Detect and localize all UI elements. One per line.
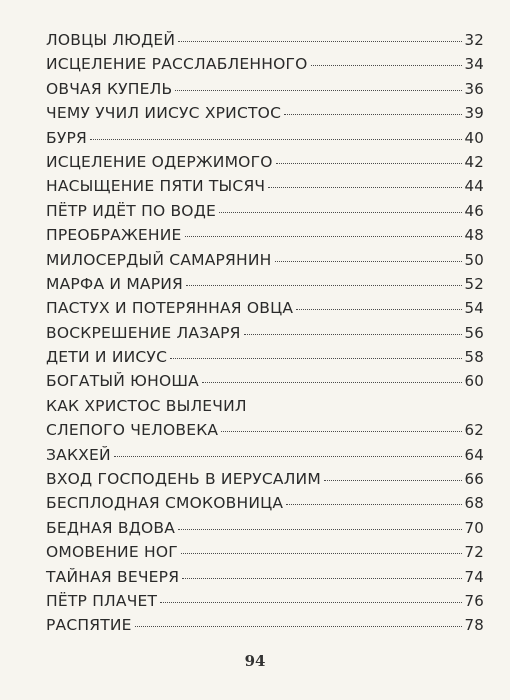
toc-entry-title-line1: КАК ХРИСТОС ВЫЛЕЧИЛ (46, 396, 247, 415)
toc-entry[interactable] (46, 321, 484, 345)
dot-leader (186, 285, 461, 286)
dot-leader (90, 139, 462, 140)
toc-entry-title: БОГАТЫЙ ЮНОША (46, 372, 199, 391)
toc-entry[interactable] (46, 150, 484, 174)
toc-entry-page: 48 (464, 226, 484, 245)
toc-entry-title: ЛОВЦЫ ЛЮДЕЙ (46, 31, 176, 49)
toc-entry-title: ПРЕОБРАЖЕНИЕ (46, 226, 182, 245)
toc-entry[interactable] (46, 296, 484, 320)
toc-entry-title: ИСЦЕЛЕНИЕ ОДЕРЖИМОГО (46, 152, 273, 171)
toc-entry[interactable] (46, 248, 484, 272)
dot-leader (276, 163, 462, 164)
toc-entry[interactable] (46, 467, 484, 491)
toc-entry-title: ИСЦЕЛЕНИЕ РАССЛАБЛЕННОГО (46, 55, 308, 74)
toc-entry[interactable] (46, 565, 484, 589)
toc-entry-page: 42 (464, 152, 484, 171)
toc-entry[interactable] (46, 52, 484, 76)
toc-entry-page: 68 (464, 494, 484, 513)
dot-leader (175, 90, 461, 91)
toc-entry-title: БУРЯ (46, 128, 87, 147)
toc-entry-title: ВОСКРЕШЕНИЕ ЛАЗАРЯ (46, 323, 241, 342)
toc-entry-page: 60 (464, 372, 484, 391)
dot-leader (135, 626, 462, 627)
toc-entry-page: 39 (464, 104, 484, 123)
toc-entry-title: ДЕТИ И ИИСУС (46, 348, 168, 367)
dot-leader (268, 187, 461, 188)
dot-leader (185, 236, 462, 237)
toc-entry-page: 46 (464, 201, 484, 220)
toc-entry-page: 76 (464, 592, 484, 610)
toc-entry[interactable] (46, 199, 484, 223)
toc-entry-title: РАСПЯТИЕ (46, 616, 132, 635)
dot-leader (286, 504, 461, 505)
toc-entry[interactable] (46, 272, 484, 296)
toc-entry-page: 56 (464, 323, 484, 342)
dot-leader (219, 212, 461, 213)
toc-entry-page: 64 (464, 445, 484, 464)
dot-leader (114, 456, 462, 457)
toc-entry-page: 40 (464, 128, 484, 147)
dot-leader (178, 529, 461, 530)
dot-leader (181, 553, 462, 554)
toc-entry[interactable] (46, 77, 484, 101)
dot-leader (170, 358, 461, 359)
dot-leader (202, 382, 462, 383)
toc-entry[interactable] (46, 369, 484, 393)
toc-entry[interactable] (46, 174, 484, 198)
toc-entry-page: 50 (464, 250, 484, 269)
toc-entry-page: 34 (464, 55, 484, 74)
toc-entry[interactable] (46, 589, 484, 613)
toc-entry-page: 62 (464, 421, 484, 440)
dot-leader (284, 114, 461, 115)
toc-entry-title: БЕДНАЯ ВДОВА (46, 518, 176, 537)
toc-entry[interactable] (46, 223, 484, 247)
dot-leader (275, 261, 462, 262)
toc-entry-title: ЧЕМУ УЧИЛ ИИСУС ХРИСТОС (46, 104, 282, 123)
toc-entry-title: НАСЫЩЕНИЕ ПЯТИ ТЫСЯЧ (46, 177, 266, 196)
toc-entry[interactable] (46, 345, 484, 369)
toc-entry-page: 72 (464, 543, 484, 562)
table-of-contents (46, 28, 484, 638)
toc-entry[interactable] (46, 613, 484, 637)
toc-entry-title: ОВЧАЯ КУПЕЛЬ (46, 79, 173, 98)
toc-entry[interactable] (46, 443, 484, 467)
toc-entry[interactable] (46, 491, 484, 515)
toc-entry-title: ПЁТР ПЛАЧЕТ (46, 592, 158, 610)
dot-leader (178, 41, 461, 42)
toc-entry-page: 54 (464, 299, 484, 318)
toc-entry-title: ПЁТР ИДЁТ ПО ВОДЕ (46, 201, 217, 220)
toc-entry-title: ВХОД ГОСПОДЕНЬ В ИЕРУСАЛИМ (46, 470, 321, 489)
dot-leader (182, 578, 461, 579)
page-number: 94 (244, 652, 266, 670)
toc-entry-page: 52 (464, 274, 484, 293)
toc-entry-title: СЛЕПОГО ЧЕЛОВЕКА (46, 421, 219, 440)
toc-entry-title: МАРФА И МАРИЯ (46, 274, 184, 293)
toc-entry-title: ПАСТУХ И ПОТЕРЯННАЯ ОВЦА (46, 299, 294, 318)
toc-entry[interactable] (46, 126, 484, 150)
dot-leader (324, 480, 462, 481)
toc-entry-page: 66 (464, 470, 484, 489)
toc-entry-title: МИЛОСЕРДЫЙ САМАРЯНИН (46, 250, 272, 269)
dot-leader (296, 309, 461, 310)
toc-entry-title: ЗАКХЕЙ (46, 445, 111, 464)
toc-entry[interactable] (46, 394, 484, 443)
toc-entry-page: 36 (464, 79, 484, 98)
toc-entry[interactable] (46, 28, 484, 52)
toc-entry-page: 70 (464, 518, 484, 537)
toc-entry-title: ТАЙНАЯ ВЕЧЕРЯ (46, 567, 180, 586)
toc-entry-page: 78 (464, 616, 484, 635)
dot-leader (311, 65, 462, 66)
toc-entry-page: 74 (464, 567, 484, 586)
toc-entry-page: 58 (464, 348, 484, 367)
toc-entry[interactable] (46, 101, 484, 125)
toc-entry-title: ОМОВЕНИЕ НОГ (46, 543, 178, 562)
toc-entry-page: 44 (464, 177, 484, 196)
toc-entry-title: БЕСПЛОДНАЯ СМОКОВНИЦА (46, 494, 284, 513)
toc-entry[interactable] (46, 540, 484, 564)
toc-entry-page: 32 (464, 31, 484, 49)
dot-leader (160, 602, 461, 603)
dot-leader (244, 334, 462, 335)
dot-leader (221, 431, 461, 432)
toc-entry[interactable] (46, 516, 484, 540)
